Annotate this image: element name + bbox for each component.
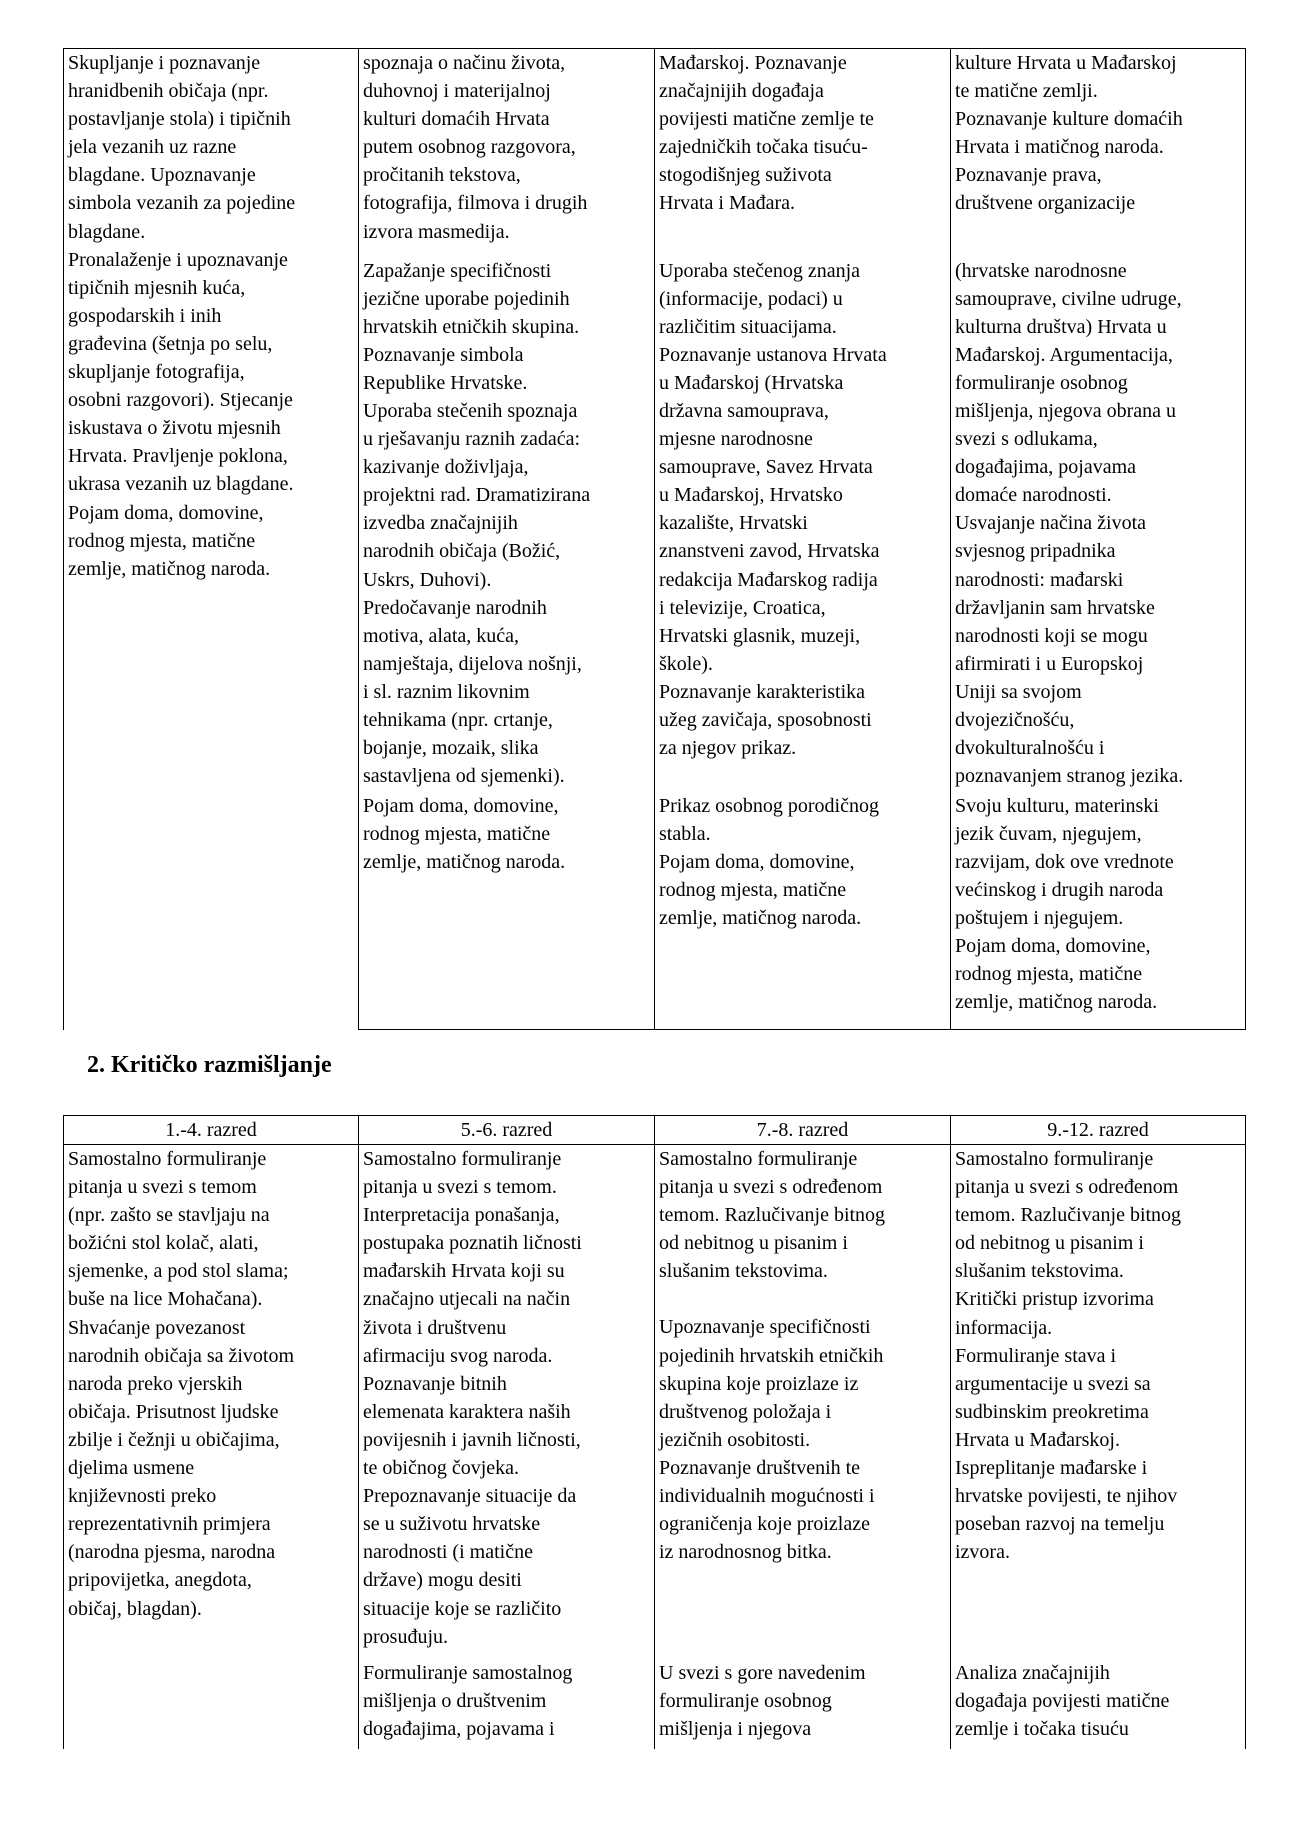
table2-row2-col4-text: Analiza značajnijih događaja povijesti matične zemlje i točaka tisuću [955,1661,1170,1740]
table2-row1-col2 [359,1145,655,1659]
content-table-top [63,48,1246,1030]
table2-row2-col3 [655,1659,951,1749]
header-grade-1-4: 1.-4. razred [64,1116,359,1145]
table2-row2-col4 [951,1659,1246,1749]
table2-row1-col2-text: Samostalno formuliranje pitanja u svezi s temom. Interpretacija ponašanja, postupaka poznatih ličnosti mađarskih Hrvata koji su značajno utjecali na način života i društvenu afirmaciju svog naroda. Poznavanje bitnih elemenata karaktera naših povijesnih i javnih ličnosti, te običnog čovjeka. Prepoznavanje situacije da se u suživotu hrvatske narodnosti (i matične države) mogu desiti situacije koje se različito prosuđuju. [363,1148,582,1648]
header-grade-7-8: 7.-8. razred [655,1116,951,1145]
table1-col4-block3-cell [951,792,1246,1030]
table1-col4-block3: Svoju kulturu, materinski jezik čuvam, njegujem, razvijam, dok ove vrednote većinskog i drugih naroda poštujem i njegujem. Pojam doma, domovine, rodnog mjesta, matične zemlje, matičnog naroda. [955,794,1174,1014]
table2-row1-col4-text: Samostalno formuliranje pitanja u svezi s određenom temom. Razlučivanje bitnog od nebitnog u pisanim i slušanim tekstovima. Kritički pristup izvorima informacija. Formuliranje stava i argumentacije u svezi sa sudbinskim preokretima Hrvata u Mađarskoj. Ispreplitanje mađarske i hrvatske povijesti, te njihov poseban razvoj na temelju izvora. [955,1148,1182,1564]
table1-col1-block2: Pronalaženje i upoznavanje tipičnih mjesnih kuća, gospodarskih i inih građevina (šetnja po selu, skupljanje fotografija, osobni razgovori). Stjecanje iskustava o životu mjesnih Hrvata. Pravljenje poklona, ukrasa vezanih uz blagdane. Pojam doma, domovine, rodnog mjesta, matične zemlje, matičnog naroda. [68,248,294,580]
critical-thinking-table [63,1115,1246,1749]
table2-row1-col1 [64,1145,359,1749]
table1-col2-block2: Zapažanje specifičnosti jezične uporabe pojedinih hrvatskih etničkih skupina. Poznavanje simbola Republike Hrvatske. Uporaba stečenih spoznaja u rješavanju raznih zadaća: kazivanje doživljaja, projektni rad. Dramatizirana izvedba značajnijih narodnih običaja (Božić, Uskrs, Duhovi). Predočavanje narodnih motiva, alata, kuća, namještaja, dijelova nošnji, i sl. raznim likovnim tehnikama (npr. crtanje, bojanje, mozaik, slika sastavljena od sjemenki). [363,259,591,788]
table2-row1-col1-text: Samostalno formuliranje pitanja u svezi s temom (npr. zašto se stavljaju na božićni stol kolač, alati, sjemenke, a pod stol slama; buše na lice Mohačana). Shvaćanje povezanost narodnih običaja sa životom naroda preko vjerskih običaja. Prisutnost ljudske zbilje i čežnji u običajima, djelima usmene književnosti preko reprezentativnih primjera (narodna pjesma, narodna pripovijetka, anegdota, običaj, blagdan). [68,1148,295,1620]
header-grade-9-12: 9.-12. razred [951,1116,1246,1145]
table2-row1-col4 [951,1145,1246,1659]
header-grade-5-6: 5.-6. razred [359,1116,655,1145]
table1-col3-block2: Uporaba stečenog znanja (informacije, podaci) u različitim situacijama. Poznavanje ustanova Hrvata u Mađarskoj (Hrvatska državna samouprava, mjesne narodnosne samouprave, Savez Hrvata u Mađarskoj, Hrvatsko kazalište, Hrvatski znanstveni zavod, Hrvatska redakcija Mađarskog radija i televizije, Croatica, Hrvatski glasnik, muzeji, škole). Poznavanje karakteristika užeg zavičaja, sposobnosti za njegov prikaz. [659,259,887,760]
section-heading: 2. Kritičko razmišljanje [87,1052,332,1078]
table1-col2-block3-cell [359,792,655,1030]
table1-col1-block1: Skupljanje i poznavanje hranidbenih običaja (npr. postavljanje stola) i tipičnih jela vezanih uz razne blagdane. Upoznavanje simbola vezanih za pojedine blagdane. [68,52,296,243]
table1-col4-block2: (hrvatske narodnosne samouprave, civilne udruge, kulturna društva) Hrvata u Mađarskoj. Argumentacija, formuliranje osobnog mišljenja, njegova obrana u svezi s odlukama, događajima, pojavama domaće narodnosti. Usvajanje načina života svjesnog pripadnika narodnosti: mađarski državljanin sam hrvatske narodnosti koji se mogu afirmirati i u Europskoj Uniji sa svojom dvojezičnošću, dvokulturalnošću i poznavanjem stranog jezika. [955,259,1184,788]
table1-col3-block3-cell [655,792,951,1030]
table2-row2-col2-text: Formuliranje samostalnog mišljenja o društvenim događajima, pojavama i [363,1661,573,1740]
table1-col2-block1-cell [359,49,655,257]
table1-col3-block2-cell [655,257,951,792]
table1-col4-block1: kulture Hrvata u Mađarskoj te matične zemlji. Poznavanje kulture domaćih Hrvata i matičnog naroda. Poznavanje prava, društvene organizacije [955,52,1183,215]
table2-row2-col3-text: U svezi s gore navedenim formuliranje osobnog mišljenja i njegova [659,1661,866,1740]
table1-col2-block2-cell [359,257,655,792]
table1-col3-block1-cell [655,49,951,257]
table1-col2-block1: spoznaja o načinu života, duhovnoj i materijalnoj kulturi domaćih Hrvata putem osobnog razgovora, pročitanih tekstova, fotografija, filmova i drugih izvora masmedija. [363,52,588,243]
table1-col3-block3: Prikaz osobnog porodičnog stabla. Pojam doma, domovine, rodnog mjesta, matične zemlje, matičnog naroda. [659,794,879,929]
table1-col1-cell [64,49,359,1030]
table1-col3-block1: Mađarskoj. Poznavanje značajnijih događaja povijesti matične zemlje te zajedničkih točaka tisuću- stogodišnjeg suživota Hrvata i Mađara. [659,52,874,215]
table2-row1-col3a-text: Samostalno formuliranje pitanja u svezi s određenom temom. Razlučivanje bitnog od nebitnog u pisanim i slušanim tekstovima. [659,1148,886,1283]
table2-row2-col2 [359,1659,655,1749]
table1-col4-block2-cell [951,257,1246,792]
table1-col2-block3: Pojam doma, domovine, rodnog mjesta, matične zemlje, matičnog naroda. [363,794,566,873]
table1-col4-block1-cell [951,49,1246,257]
table2-row1-col3b-text: Upoznavanje specifičnosti pojedinih hrvatskih etničkih skupina koje proizlaze iz društvenog položaja i jezičnih osobitosti. Poznavanje društvenih te individualnih mogućnosti i ograničenja koje proizlaze iz narodnosnog bitka. [659,1316,884,1564]
table2-row1-col3 [655,1145,951,1659]
